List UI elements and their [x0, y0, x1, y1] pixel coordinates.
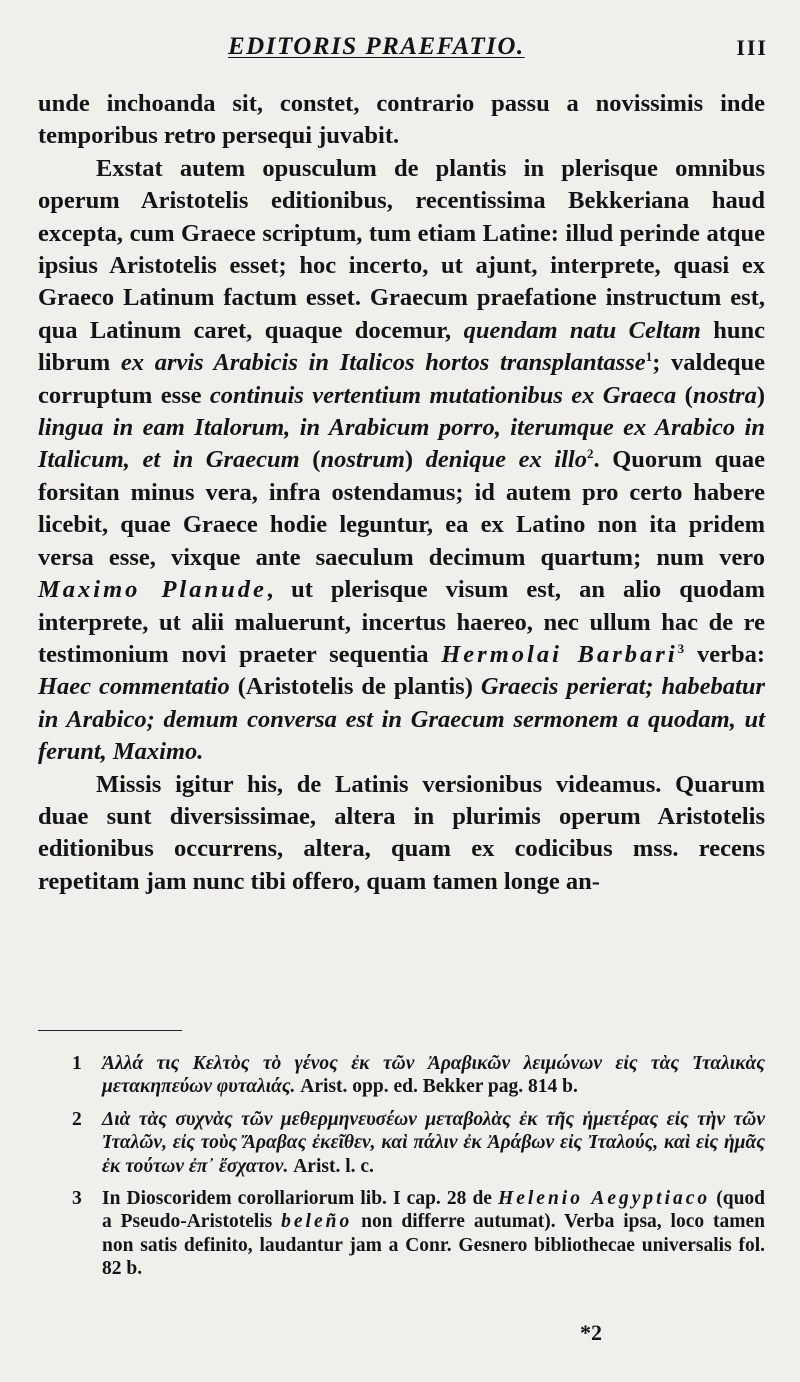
footnote-greek: Διὰ τὰς συχνὰς τῶν μεθερμηνευσέων μεταβολὰς ἐκ τῆς ἡμετέρας εἰς τὴν τῶν Ἰταλῶν, εἰς τοὺς Ἄραβας ἐκεῖθεν, καὶ πάλιν ἐκ Ἀράβων εἰς Ἰταλούς, καὶ εἰς ἡμᾶς ἐκ τούτων ἐπ᾽ ἔσχατον. — [102, 1108, 765, 1177]
p2-quote-6: nostrum — [320, 446, 405, 474]
footnote-rule — [38, 1030, 182, 1031]
footnote-latin: Arist. l. c. — [293, 1155, 374, 1177]
p2-quote-1: quendam natu Celtam — [463, 316, 701, 344]
footnote-number: 3 — [72, 1188, 82, 1210]
p2-s2: hunc librum — [38, 316, 765, 377]
p2-quote-5: lingua in eam Italorum, in Arabicum porro, iterumque ex Arabico in Italicum, et in Graecum — [38, 414, 765, 474]
running-title: EDITORIS PRAEFATIO. — [228, 33, 525, 60]
p2-s6: ( — [299, 446, 321, 474]
p2-quote-8: Haec commentatio — [38, 673, 230, 701]
p2-s8: . Quorum quae forsitan minus vera, infra ostendamus; id autem pro certo habere licebit, quae Graece hodie leguntur, ea ex Latino non ita pridem versa esse, vixque ante saeculum decimum quartum; num vero — [38, 446, 765, 571]
p2-s11: (Aristotelis de plantis) — [229, 673, 481, 701]
p2-s4: ( — [676, 381, 693, 409]
footnote-number: 2 — [72, 1108, 82, 1130]
paragraph-3 — [38, 769, 765, 899]
p2-s10: verba: — [684, 640, 765, 668]
footnote-text — [102, 1108, 765, 1178]
paragraph-3-text: Missis igitur his, de Latinis versionibus videamus. Quarum duae sunt diversissimae, altera in plurimis operum Aristotelis editionibus occurrens, altera, quam ex codicibus mss. recens repetitam jam nunc tibi offero, quam tamen longe an- — [38, 770, 765, 895]
footnote-1 — [38, 1052, 765, 1099]
footnote-ref-2: 2 — [586, 446, 594, 462]
footnote-3-t1: In Dioscoridem corollariorum lib. I cap. 28 de — [102, 1188, 499, 1210]
footnote-3-name-helenio: Helenio Aegyptiaco — [498, 1188, 711, 1210]
footnote-3-t3: non differre autumat). Verba ipsa, loco tamen non satis definito, laudantur jam a Conr. Gesnero bibliothecae universalis fol. 82 b. — [102, 1211, 765, 1280]
p2-quote-4: nostra — [692, 381, 757, 409]
footnote-3 — [38, 1187, 765, 1281]
body-text — [38, 88, 765, 898]
running-header — [38, 33, 768, 67]
footnote-ref-3: 3 — [677, 640, 685, 656]
footnote-greek: Ἀλλά τις Κελτὸς τὸ γένος ἐκ τῶν Ἀραβικῶν λειμώνων εἰς τὰς Ἰταλικὰς μετακηπεύων φυταλιάς. — [102, 1053, 765, 1098]
page-number: III — [736, 35, 768, 60]
p2-s1: Exstat autem opusculum de plantis in plerisque omnibus operum Aristotelis editionibus, recentissima Bekkeriana haud excepta, cum Graece scriptum, tum etiam Latine: illud perinde atque ipsius Aristotelis esset; hoc incerto, ut ajunt, interprete, quasi ex Graeco Latinum factum esset. Graecum praefatione instructum est, qua Latinum caret, quaque docemur, — [38, 154, 765, 344]
footnote-2 — [38, 1108, 765, 1178]
p2-s9: , ut plerisque visum est, an alio quodam interprete, ut alii maluerunt, incertus haereo, nec ullum hac de re testimonium novi praeter sequentia — [38, 576, 766, 668]
p2-s3: ; valdeque corruptum esse — [38, 349, 765, 409]
signature-mark: *2 — [580, 1320, 602, 1345]
footnote-3-name-beleno: beleño — [281, 1211, 353, 1233]
paragraph-1-text: unde inchoanda sit, constet, contrario passu a novissimis inde temporibus retro persequi juvabit. — [38, 90, 765, 150]
p2-name-planude: Maximo Planude — [38, 576, 267, 604]
paragraph-1 — [38, 88, 765, 153]
paragraph-2 — [38, 153, 765, 769]
p2-quote-9: Graecis perierat; habebatur in Arabico; demum conversa est in Graecum sermonem a quodam, ut ferunt, Maximo. — [38, 673, 766, 766]
p2-s7: ) — [404, 446, 426, 474]
footnote-number: 1 — [72, 1053, 82, 1074]
p2-name-barbari: Hermolai Barbari — [441, 640, 678, 668]
p2-quote-3: continuis vertentium mutationibus ex Graeca — [209, 381, 677, 409]
footnote-3-t2: (quod a Pseudo-Aristotelis — [102, 1188, 766, 1233]
p2-quote-7: denique ex illo — [425, 446, 587, 474]
p2-s5: ) — [756, 381, 766, 409]
footnotes — [38, 1052, 765, 1290]
footnote-text — [102, 1052, 765, 1099]
footnote-ref-1: 1 — [645, 349, 653, 365]
footnote-latin: Arist. opp. ed. Bekker pag. 814 b. — [300, 1076, 578, 1098]
footnote-text — [102, 1187, 765, 1281]
p2-quote-2: ex arvis Arabicis in Italicos hortos transplantasse — [120, 349, 646, 377]
